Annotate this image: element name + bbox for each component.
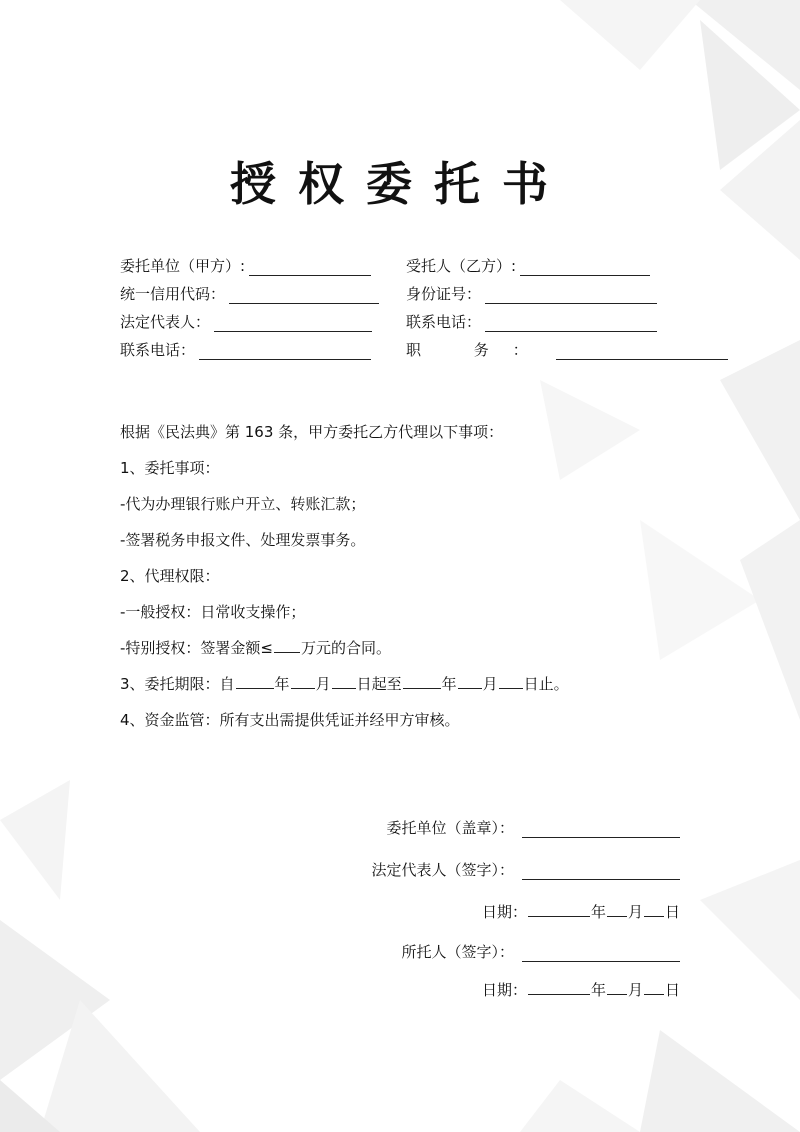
credit-code-blank (229, 287, 379, 304)
field-position (406, 340, 728, 360)
date-label: 日期： (481, 903, 527, 921)
start-month-blank (291, 674, 315, 689)
field-label: 职 务： (406, 341, 552, 359)
field-label: 委托单位（甲方）: (120, 257, 246, 275)
item3-day2: 日止。 (523, 675, 569, 693)
sig-label: 法定代表人（签字）： (371, 861, 514, 879)
item2-title: 2、代理权限： (120, 567, 220, 585)
field-label: 联系电话： (406, 313, 482, 331)
item3-year2: 年 (441, 675, 457, 693)
item2-line-b (120, 638, 391, 658)
sig-entrusting-unit (386, 818, 680, 838)
item3-month1: 月 (315, 675, 331, 693)
date2-day: 日 (664, 981, 680, 999)
item1-title: 1、委托事项： (120, 459, 220, 477)
item4-line: 4、资金监管：所有支出需提供凭证并经甲方审核。 (120, 711, 460, 729)
date-label: 日期： (481, 981, 527, 999)
entrusting-unit-blank (249, 259, 371, 276)
item3-prefix: 3、委托期限：自 (120, 675, 235, 693)
item1-line-a: -代为办理银行账户开立、转账汇款； (120, 495, 366, 513)
field-label: 身份证号： (406, 285, 482, 303)
field-phone-right (406, 312, 657, 332)
end-day-blank (499, 674, 523, 689)
field-label: 联系电话： (120, 341, 196, 359)
date2-day-blank (644, 980, 664, 995)
start-day-blank (332, 674, 356, 689)
date1-month: 月 (627, 903, 643, 921)
sig-date-2 (482, 980, 680, 1000)
date1-year: 年 (590, 903, 606, 921)
legal-representative-blank (214, 315, 372, 332)
item3-line (120, 674, 569, 694)
date2-month-blank (607, 980, 627, 995)
field-credit-code (120, 284, 379, 304)
item3-month2: 月 (482, 675, 498, 693)
field-entrusting-unit (120, 256, 371, 276)
item1-line-b: -签署税务申报文件、处理发票事务。 (120, 531, 366, 549)
sig-label: 所托人（签字）： (401, 943, 514, 961)
field-phone-left (120, 340, 371, 360)
phone-left-blank (199, 343, 371, 360)
item3-year1: 年 (274, 675, 290, 693)
intro-paragraph: 根据《民法典》第 163 条，甲方委托乙方代理以下事项： (120, 423, 504, 441)
field-label: 统一信用代码： (120, 285, 226, 303)
field-legal-representative (120, 312, 372, 332)
item3-day1: 日起至 (356, 675, 402, 693)
amount-blank (274, 638, 300, 653)
item2-b-suffix: 万元的合同。 (300, 639, 391, 657)
agent-signature-blank (522, 945, 680, 962)
end-year-blank (403, 674, 441, 689)
legal-rep-signature-blank (522, 863, 680, 880)
field-id-number (406, 284, 657, 304)
agent-blank (520, 259, 650, 276)
field-label: 法定代表人： (120, 313, 211, 331)
seal-blank (522, 821, 680, 838)
sig-date-1 (482, 902, 680, 922)
id-number-blank (485, 287, 657, 304)
position-blank (556, 343, 728, 360)
date2-year: 年 (590, 981, 606, 999)
end-month-blank (458, 674, 482, 689)
sig-label: 委托单位（盖章）： (386, 819, 514, 837)
phone-right-blank (485, 315, 657, 332)
date1-day: 日 (664, 903, 680, 921)
start-year-blank (236, 674, 274, 689)
field-label: 受托人（乙方）: (406, 257, 517, 275)
date2-year-blank (528, 980, 590, 995)
date1-month-blank (607, 902, 627, 917)
document-title: 授权委托书 (230, 157, 570, 211)
date2-month: 月 (627, 981, 643, 999)
item2-line-a: -一般授权：日常收支操作； (120, 603, 306, 621)
date1-day-blank (644, 902, 664, 917)
field-agent (406, 256, 650, 276)
sig-agent (401, 942, 680, 962)
item2-b-prefix: -特别授权：签署金额≤ (120, 639, 273, 657)
date1-year-blank (528, 902, 590, 917)
sig-legal-representative (371, 860, 680, 880)
